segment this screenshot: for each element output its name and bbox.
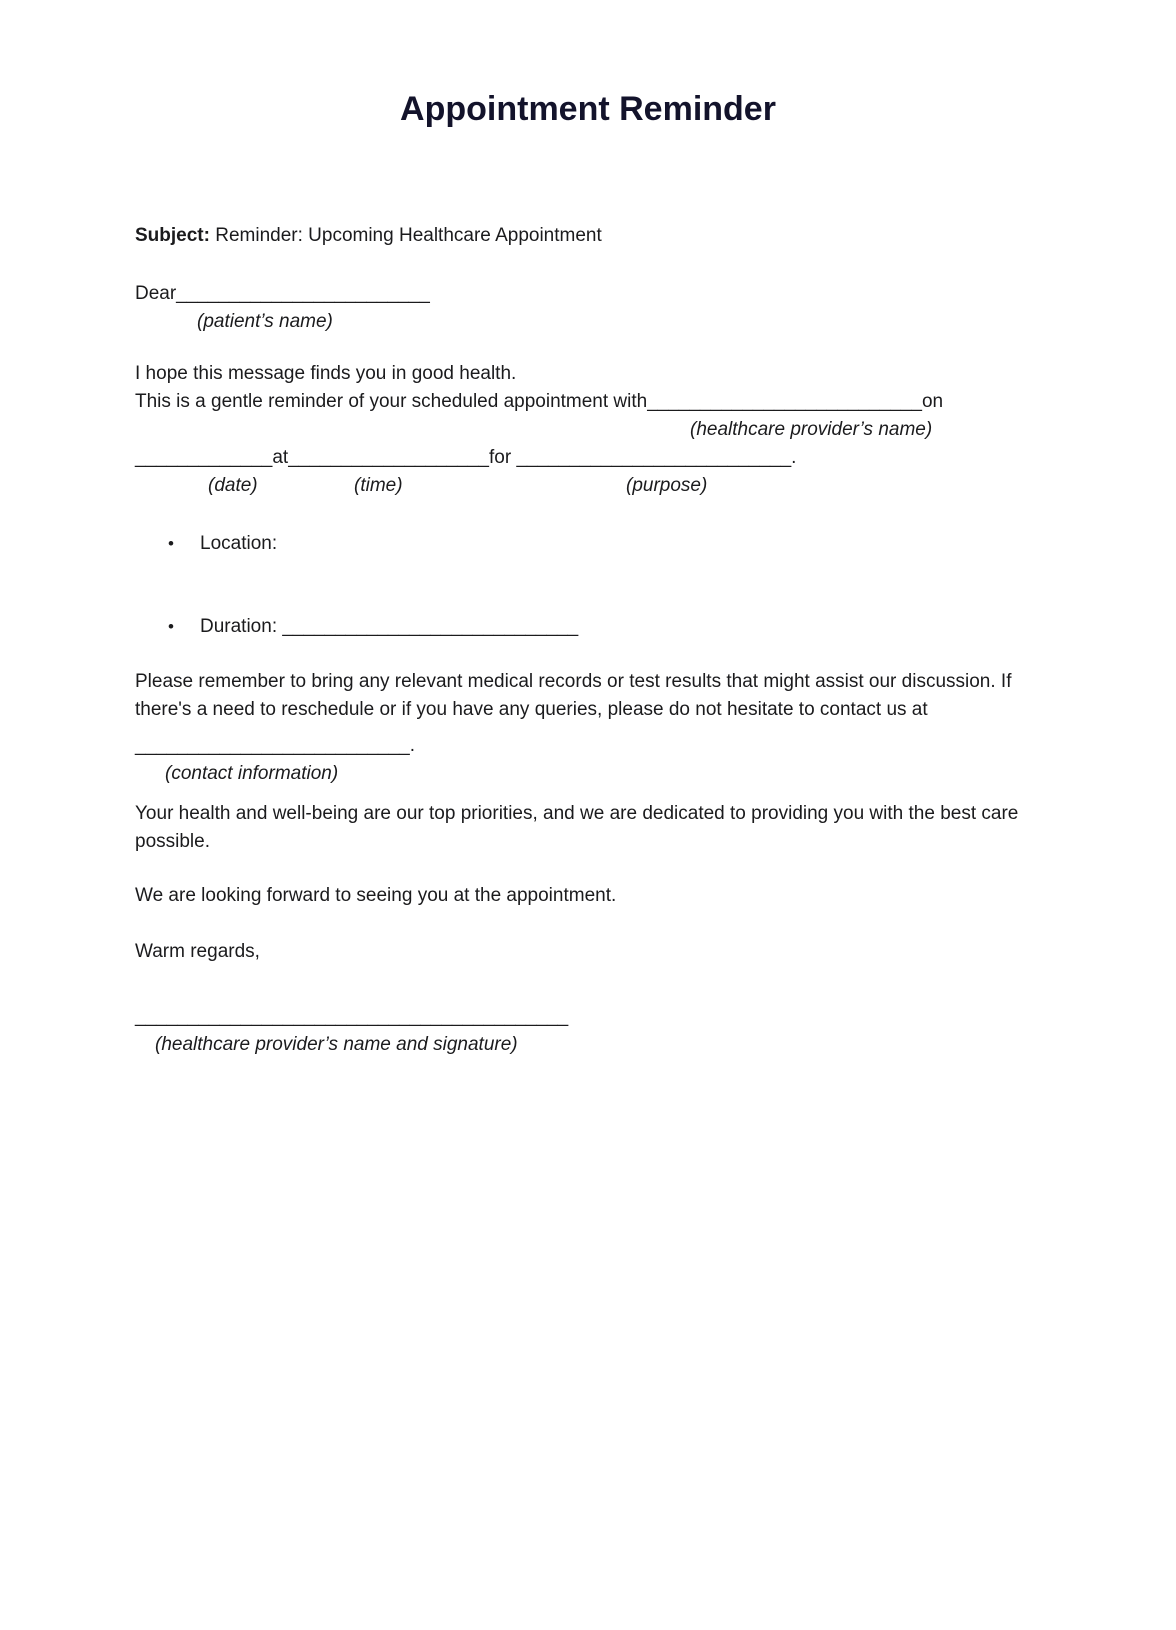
contact-info-hint: (contact information) xyxy=(165,763,339,784)
records-line-2: there's a need to reschedule or if you have any queries, please do not hesitate to contact us at xyxy=(135,699,928,720)
provider-name-hint: (healthcare provider’s name) xyxy=(690,419,933,440)
page-title: Appointment Reminder xyxy=(400,90,776,128)
signature-hint: (healthcare provider’s name and signature) xyxy=(155,1034,518,1055)
subject-line xyxy=(135,222,1176,250)
signature-blank-line: _________________________________________ xyxy=(135,1006,569,1027)
subject-label: Subject: xyxy=(135,225,210,246)
wellbeing-line-1: Your health and well-being are our top priorities, and we are dedicated to providing you with the best care xyxy=(135,803,1019,824)
records-line-1: Please remember to bring any relevant medical records or test results that might assist our discussion. If xyxy=(135,671,1012,692)
time-hint: (time) xyxy=(354,475,403,496)
field-hints-row xyxy=(135,472,1176,500)
bullet-icon: • xyxy=(168,534,174,553)
signature-block xyxy=(135,1003,1176,1059)
bullet-icon: • xyxy=(168,617,174,636)
regards-line: Warm regards, xyxy=(135,941,260,962)
location-label: Location: xyxy=(200,533,278,554)
date-hint: (date) xyxy=(208,475,258,496)
wellbeing-line-2: possible. xyxy=(135,831,210,852)
contact-blank-line: __________________________. xyxy=(135,735,416,756)
subject-text: Reminder: Upcoming Healthcare Appointment xyxy=(209,225,602,246)
provider-blank-line: This is a gentle reminder of your scheduled appointment with__________________________on xyxy=(135,391,944,412)
greeting-line: I hope this message finds you in good health. xyxy=(135,363,517,384)
records-paragraph xyxy=(135,668,1176,724)
salutation-block xyxy=(135,280,1176,336)
purpose-hint: (purpose) xyxy=(626,475,708,496)
wellbeing-paragraph xyxy=(135,800,1176,856)
patient-name-hint: (patient’s name) xyxy=(197,311,333,332)
reminder-block xyxy=(135,360,1176,500)
duration-item xyxy=(135,613,1176,641)
duration-label: Duration: ____________________________ xyxy=(200,616,579,637)
location-item xyxy=(135,530,1176,558)
contact-block xyxy=(135,732,1176,788)
closing-line: We are looking forward to seeing you at the appointment. xyxy=(135,885,617,906)
date-time-purpose-line: _____________at___________________for __________________________. xyxy=(135,447,797,468)
salutation-blank-line: Dear________________________ xyxy=(135,283,430,304)
